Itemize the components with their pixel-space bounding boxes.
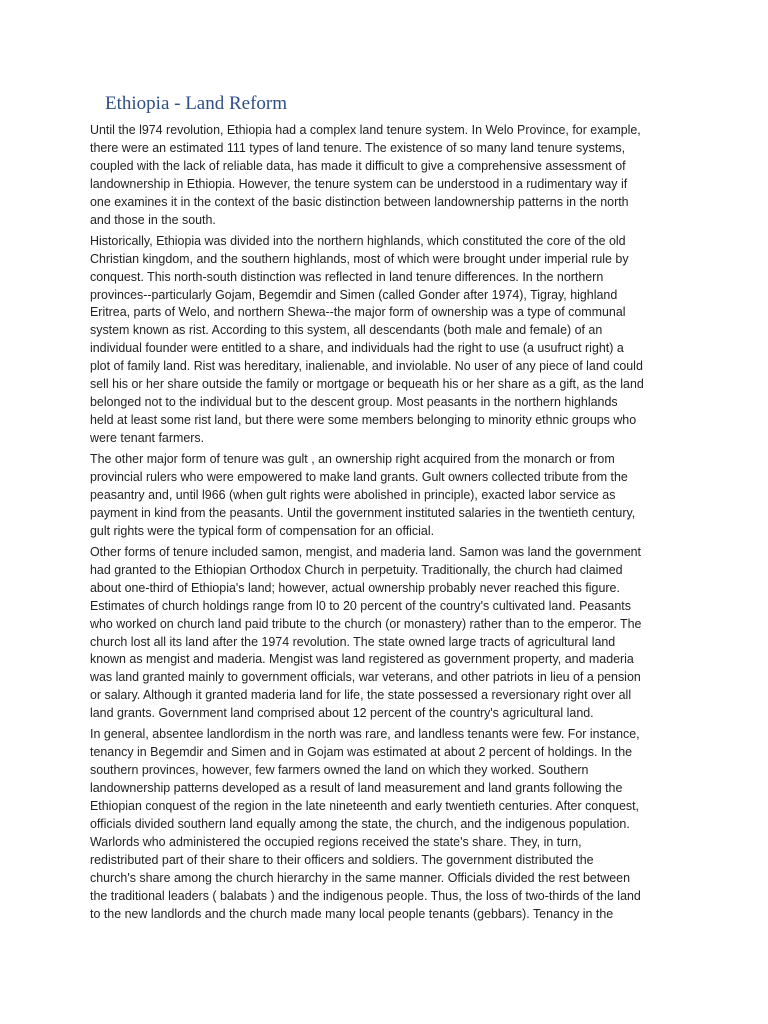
text-line: The other major form of tenure was gult , an ownership right acquired from the monarch or from xyxy=(90,452,615,467)
text-line: Eritrea, parts of Welo, and northern Shewa--the major form of ownership was a type of communal xyxy=(90,305,626,320)
text-line: provincial rulers who were empowered to make land grants. Gult owners collected tribute from the xyxy=(90,470,628,484)
text-line: and those in the south. xyxy=(90,212,216,227)
text-line: In general, absentee landlordism in the north was rare, and landless tenants were few. For instance, xyxy=(90,727,640,742)
text-line: tenancy in Begemdir and Simen and in Gojam was estimated at about 2 percent of holdings. In the xyxy=(90,745,633,760)
text-line: Until the l974 revolution, Ethiopia had a complex land tenure system. In Welo Province, for example, xyxy=(90,123,641,137)
text-line: known as mengist and maderia. Mengist was land registered as government property, and maderia xyxy=(90,652,634,667)
text-line: were tenant farmers. xyxy=(90,430,205,445)
text-line: officials divided southern land equally among the state, the church, and the indigenous population. xyxy=(90,817,630,831)
text-line: system known as rist. According to this system, all descendants (both male and female) of an xyxy=(90,323,603,338)
text-line: church's share among the church hierarchy in the same manner. Officials divided the rest between xyxy=(90,870,631,885)
text-line: southern provinces, however, few farmers owned the land on which they worked. Southern xyxy=(90,763,589,778)
text-line: or salary. Although it granted maderia land for life, the state possessed a reversionary right over all xyxy=(90,688,632,703)
text-line: individual founder were entitled to a share, and individuals had the right to use (a usufruct right) a xyxy=(90,341,624,356)
text-line: there were an estimated 111 types of land tenure. The existence of so many land tenure systems, xyxy=(90,140,626,155)
text-line: held at least some rist land, but there were some members belonging to minority ethnic groups who xyxy=(90,412,637,427)
document-body xyxy=(90,122,678,927)
text-line: Historically, Ethiopia was divided into the northern highlands, which constituted the core of the old xyxy=(90,233,626,248)
text-line: redistributed part of their share to their officers and soldiers. The government distributed the xyxy=(90,852,594,867)
text-line: the traditional leaders ( balabats ) and the indigenous people. Thus, the loss of two-thirds of the land xyxy=(90,888,641,903)
text-line: sell his or her share outside the family or mortgage or bequeath his or her share as a gift, as the land xyxy=(90,377,644,392)
text-line: about one-third of Ethiopia's land; however, actual ownership probably never reached this figure. xyxy=(90,580,620,595)
page-title: Ethiopia - Land Reform xyxy=(105,93,288,114)
text-line: had granted to the Ethiopian Orthodox Church in perpetuity. Traditionally, the church had claimed xyxy=(90,562,623,577)
text-line: to the new landlords and the church made many local people tenants (gebbars). Tenancy in the xyxy=(90,906,614,921)
paragraph xyxy=(90,451,678,541)
text-line: gult rights were the typical form of compensation for an official. xyxy=(90,523,435,538)
text-line: church lost all its land after the 1974 revolution. The state owned large tracts of agricultural land xyxy=(90,634,616,649)
text-line: Estimates of church holdings range from l0 to 20 percent of the country's cultivated land. Peasants xyxy=(90,598,631,613)
text-line: was land granted mainly to government officials, war veterans, and other patriots in lieu of a pension xyxy=(90,670,641,685)
text-line: coupled with the lack of reliable data, has made it difficult to give a comprehensive assessment of xyxy=(90,158,626,173)
text-line: plot of family land. Rist was hereditary, inalienable, and inviolable. No user of any piece of land could xyxy=(90,359,643,374)
text-line: conquest. This north-south distinction was reflected in land tenure differences. In the northern xyxy=(90,269,604,284)
paragraph xyxy=(90,233,678,448)
paragraph xyxy=(90,122,678,229)
text-line: landownership in Ethiopia. However, the tenure system can be understood in a rudimentary way if xyxy=(90,176,628,191)
text-line: peasantry and, until l966 (when gult rights were abolished in principle), exacted labor service as xyxy=(90,487,616,502)
paragraph xyxy=(90,726,678,923)
text-line: Ethiopian conquest of the region in the late nineteenth and early twentieth centuries. After conquest, xyxy=(90,799,639,814)
text-line: payment in kind from the peasants. Until the government instituted salaries in the twentieth century, xyxy=(90,505,636,520)
text-line: provinces--particularly Gojam, Begemdir and Simen (called Gonder after 1974), Tigray, highland xyxy=(90,287,618,302)
text-line: one examines it in the context of the basic distinction between landownership patterns in the north xyxy=(90,194,629,209)
text-line: Christian kingdom, and the southern highlands, most of which were brought under imperial rule by xyxy=(90,251,629,266)
text-line: Warlords who administered the occupied regions received the state's share. They, in turn, xyxy=(90,834,582,849)
text-line: Other forms of tenure included samon, mengist, and maderia land. Samon was land the government xyxy=(90,545,642,560)
paragraph xyxy=(90,544,678,723)
text-line: land grants. Government land comprised about 12 percent of the country's agricultural land. xyxy=(90,706,594,721)
text-line: who worked on church land paid tribute to the church (or monastery) rather than to the emperor. The xyxy=(90,616,642,631)
text-line: belonged not to the individual but to the descent group. Most peasants in the northern highlands xyxy=(90,394,618,409)
text-line: landownership patterns developed as a result of land measurement and land grants following the xyxy=(90,781,623,796)
